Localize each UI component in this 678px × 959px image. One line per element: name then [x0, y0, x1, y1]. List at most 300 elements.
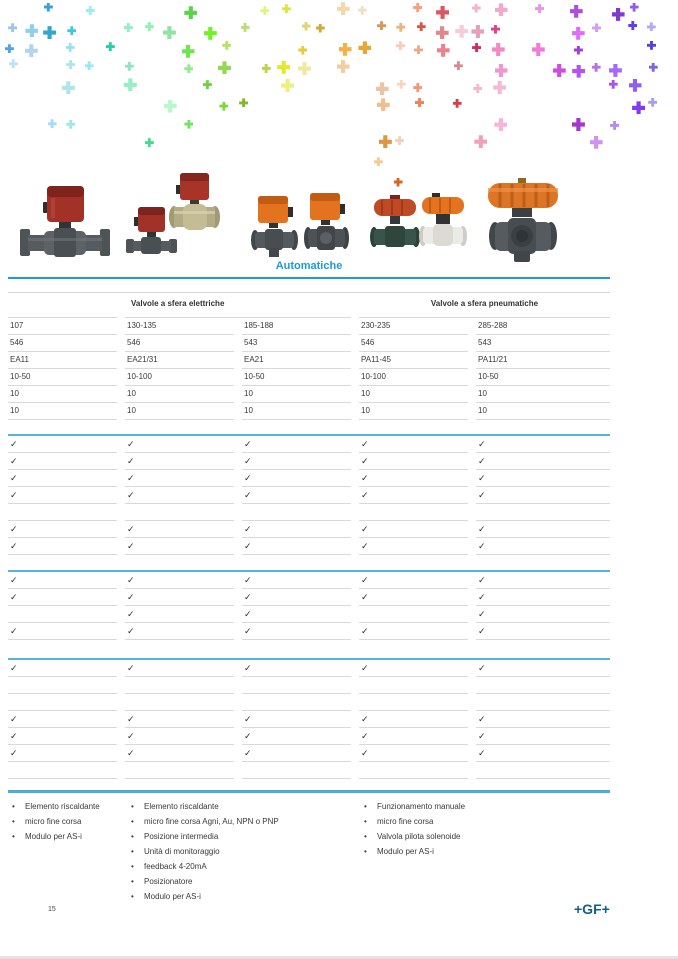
footnotes: [8, 799, 610, 904]
check-cell: ✓: [8, 728, 117, 745]
check-cell: ✓: [125, 521, 234, 538]
check-cell: ✓: [242, 470, 351, 487]
plus-decor-icon: [572, 118, 585, 131]
table-row: [8, 352, 610, 369]
footnote-item: [360, 814, 610, 829]
product-image-electric-orange-valves: [250, 190, 350, 265]
info-cell: 10-50: [476, 369, 610, 386]
check-cell: ✓: [242, 728, 351, 745]
plus-decor-icon: [436, 6, 449, 19]
plus-decor-icon: [574, 46, 583, 55]
bullet-icon: •: [12, 802, 15, 811]
footnote-item: [8, 829, 127, 844]
empty-cell: [359, 694, 468, 711]
plus-decor-icon: [648, 98, 657, 107]
check-cell: ✓: [359, 538, 468, 555]
plus-decor-icon: [395, 136, 404, 145]
empty-cell: [359, 504, 468, 521]
empty-cell: [476, 504, 610, 521]
check-cell: ✓: [359, 728, 468, 745]
check-cell: ✓: [359, 470, 468, 487]
plus-decor-icon: [436, 26, 449, 39]
empty-cell: [242, 762, 351, 779]
plus-decor-icon: [572, 65, 585, 78]
check-cell: ✓: [359, 660, 468, 677]
footnote-column: [360, 799, 610, 904]
check-cell: ✓: [359, 623, 468, 640]
check-cell: ✓: [242, 606, 351, 623]
plus-decor-icon: [647, 22, 656, 31]
footnote-text: feedback 4-20mA: [144, 862, 207, 871]
check-cell: ✓: [242, 572, 351, 589]
footnotes-rule: [8, 790, 610, 904]
check-cell: ✓: [242, 589, 351, 606]
info-cell: 10: [125, 403, 234, 420]
plus-decor-icon: [553, 64, 566, 77]
check-cell: ✓: [8, 538, 117, 555]
check-cell: ✓: [476, 728, 610, 745]
info-cell: 185-188: [242, 318, 351, 335]
plus-decor-icon: [474, 135, 487, 148]
check-cell: ✓: [8, 660, 117, 677]
check-cell: ✓: [476, 606, 610, 623]
info-cell: 546: [359, 335, 468, 352]
plus-decor-icon: [67, 26, 76, 35]
info-cell: EA21/31: [125, 352, 234, 369]
footnote-item: [127, 874, 360, 889]
plus-decor-icon: [592, 63, 601, 72]
plus-decor-icon: [8, 23, 17, 32]
table-row: [8, 386, 610, 403]
check-cell: ✓: [125, 606, 234, 623]
plus-decor-icon: [218, 61, 231, 74]
empty-cell: [476, 677, 610, 694]
plus-decor-icon: [358, 41, 371, 54]
check-cell: ✓: [8, 572, 117, 589]
check-cell: ✓: [8, 470, 117, 487]
check-cell: ✓: [476, 487, 610, 504]
table-row: [8, 711, 610, 728]
footnote-item: [127, 844, 360, 859]
check-cell: ✓: [242, 436, 351, 453]
plus-decor-icon: [609, 80, 618, 89]
check-cell: ✓: [359, 711, 468, 728]
table-row: [8, 436, 610, 453]
plus-decor-icon: [532, 43, 545, 56]
plus-decor-icon: [66, 43, 75, 52]
table-row: [8, 623, 610, 640]
plus-decor-icon: [629, 79, 642, 92]
footnote-item: [360, 829, 610, 844]
table-row: [8, 521, 610, 538]
plus-decor-icon: [62, 81, 75, 94]
page-number: 15: [48, 906, 56, 913]
check-cell: ✓: [359, 745, 468, 762]
plus-decor-icon: [106, 42, 115, 51]
plus-decor-icon: [281, 79, 294, 92]
product-image-pneumatic-3way-valve: [478, 178, 570, 266]
table-row: [8, 745, 610, 762]
plus-decor-icon: [397, 80, 406, 89]
info-rows: [8, 318, 610, 420]
check-cell: ✓: [8, 521, 117, 538]
check-cell: ✓: [8, 711, 117, 728]
check-cell: ✓: [476, 572, 610, 589]
plus-decor-icon: [339, 43, 352, 56]
check-cell: ✓: [242, 745, 351, 762]
plus-decor-icon: [472, 4, 481, 13]
table-row: [8, 318, 610, 335]
plus-decor-icon: [647, 41, 656, 50]
plus-decor-icon: [413, 83, 422, 92]
check-cell: ✓: [242, 453, 351, 470]
plus-decor-icon: [66, 60, 75, 69]
footnote-text: Modulo per AS-i: [144, 892, 201, 901]
info-cell: 546: [125, 335, 234, 352]
empty-cell: [8, 694, 117, 711]
plus-decor-icon: [453, 99, 462, 108]
check-cell: ✓: [125, 589, 234, 606]
plus-decor-icon: [262, 64, 271, 73]
empty-cell: [476, 762, 610, 779]
plus-decor-icon: [298, 46, 307, 55]
plus-decor-icon: [415, 98, 424, 107]
check-cell: ✓: [125, 436, 234, 453]
plus-decor-icon: [396, 41, 405, 50]
group-header-spacer: [8, 293, 117, 318]
empty-cell: [8, 762, 117, 779]
plus-decor-icon: [495, 64, 508, 77]
group-header-electric: Valvole a sfera elettriche: [125, 293, 351, 318]
plus-decor-icon: [260, 6, 269, 15]
plus-decor-icon: [5, 44, 14, 53]
check-section: [8, 434, 610, 555]
empty-cell: [125, 694, 234, 711]
plus-decor-icon: [239, 98, 248, 107]
table-row: [8, 504, 610, 521]
check-cell: ✓: [125, 453, 234, 470]
plus-decor-icon: [493, 81, 506, 94]
check-cell: ✓: [476, 623, 610, 640]
plus-decor-icon: [437, 44, 450, 57]
check-cell: ✓: [242, 538, 351, 555]
plus-decor-icon: [9, 59, 18, 68]
check-cell: ✓: [476, 521, 610, 538]
check-cell: ✓: [476, 436, 610, 453]
group-header-row: [8, 293, 610, 318]
plus-decor-icon: [164, 100, 177, 113]
plus-decor-icon: [471, 25, 484, 38]
info-cell: 10: [476, 386, 610, 403]
plus-decor-icon: [337, 2, 350, 15]
empty-cell: [242, 677, 351, 694]
footnote-text: micro fine corsa Agni, Au, NPN o PNP: [144, 817, 279, 826]
check-cell: ✓: [125, 728, 234, 745]
plus-decor-icon: [25, 44, 38, 57]
empty-cell: [359, 762, 468, 779]
footnote-item: [360, 844, 610, 859]
bullet-icon: •: [364, 847, 367, 856]
plus-decor-icon: [590, 136, 603, 149]
plus-decor-icon: [396, 23, 405, 32]
plus-decor-icon: [163, 26, 176, 39]
plus-decor-icon: [184, 6, 197, 19]
check-cell: ✓: [476, 538, 610, 555]
plus-decor-icon: [25, 24, 38, 37]
empty-cell: [8, 677, 117, 694]
plus-decor-icon: [414, 45, 423, 54]
info-cell: 10-100: [359, 369, 468, 386]
plus-decor-icon: [44, 3, 53, 12]
footnote-item: [8, 799, 127, 814]
product-images-strip: [0, 163, 678, 263]
plus-decor-icon: [203, 80, 212, 89]
table-row: [8, 369, 610, 386]
check-cell: ✓: [125, 711, 234, 728]
check-cell: ✓: [242, 711, 351, 728]
check-cell: ✓: [125, 623, 234, 640]
info-cell: 107: [8, 318, 117, 335]
plus-decor-icon: [413, 3, 422, 12]
footnote-item: [127, 859, 360, 874]
bullet-icon: •: [364, 832, 367, 841]
plus-decor-icon: [219, 102, 228, 111]
bullet-icon: •: [12, 817, 15, 826]
info-cell: 546: [8, 335, 117, 352]
plus-decor-icon: [337, 60, 350, 73]
info-cell: 543: [242, 335, 351, 352]
empty-cell: [242, 504, 351, 521]
gf-logo: +GF+: [574, 901, 610, 917]
bullet-icon: •: [364, 802, 367, 811]
check-cell: ✓: [476, 711, 610, 728]
plus-decor-icon: [282, 4, 291, 13]
table-row: [8, 677, 610, 694]
info-cell: PA11-45: [359, 352, 468, 369]
table-row: [8, 538, 610, 555]
plus-decor-icon: [454, 61, 463, 70]
info-cell: EA21: [242, 352, 351, 369]
check-cell: ✓: [8, 623, 117, 640]
plus-decor-icon: [222, 41, 231, 50]
check-cell: ✓: [125, 660, 234, 677]
bullet-icon: •: [12, 832, 15, 841]
info-cell: 10: [242, 403, 351, 420]
footnote-item: [127, 889, 360, 904]
table-row: [8, 694, 610, 711]
plus-decor-icon: [492, 43, 505, 56]
bullet-icon: •: [131, 892, 134, 901]
check-cell: ✓: [359, 521, 468, 538]
plus-decor-icon: [277, 61, 290, 74]
info-cell: 10: [359, 403, 468, 420]
footnote-text: Valvola pilota solenoide: [377, 832, 461, 841]
info-cell: 10: [242, 386, 351, 403]
footnote-text: micro fine corsa: [25, 817, 82, 826]
plus-decor-icon: [182, 45, 195, 58]
info-cell: 130-135: [125, 318, 234, 335]
empty-cell: [8, 606, 117, 623]
table-row: [8, 487, 610, 504]
plus-decor-icon: [316, 24, 325, 33]
info-cell: 10: [125, 386, 234, 403]
footnote-text: micro fine corsa: [377, 817, 434, 826]
plus-decor-icon: [494, 118, 507, 131]
footnote-text: Modulo per AS-i: [377, 847, 434, 856]
product-image-electric-flanged-valve: [14, 182, 114, 264]
plus-decor-icon: [66, 120, 75, 129]
check-cell: ✓: [125, 538, 234, 555]
plus-decor-icon: [43, 26, 56, 39]
empty-cell: [476, 694, 610, 711]
plus-decor-icon: [572, 27, 585, 40]
plus-decor-icon: [376, 82, 389, 95]
table-row: [8, 572, 610, 589]
table-row: [8, 762, 610, 779]
plus-decor-icon: [455, 25, 468, 38]
check-cell: ✓: [242, 487, 351, 504]
empty-cell: [125, 504, 234, 521]
empty-cell: [8, 504, 117, 521]
table-row: [8, 589, 610, 606]
info-cell: 10: [359, 386, 468, 403]
plus-decor-icon: [610, 121, 619, 130]
empty-cell: [242, 694, 351, 711]
bullet-icon: •: [131, 847, 134, 856]
check-cell: ✓: [359, 436, 468, 453]
bullet-icon: •: [131, 817, 134, 826]
check-cell: ✓: [359, 453, 468, 470]
check-cell: ✓: [476, 589, 610, 606]
info-cell: 285-288: [476, 318, 610, 335]
check-cell: ✓: [8, 487, 117, 504]
table-row: [8, 470, 610, 487]
info-cell: 10: [476, 403, 610, 420]
info-cell: 543: [476, 335, 610, 352]
check-cell: ✓: [476, 453, 610, 470]
table-row: [8, 606, 610, 623]
footnote-item: [127, 799, 360, 814]
plus-decor-icon: [377, 98, 390, 111]
check-cell: ✓: [242, 521, 351, 538]
product-image-pneumatic-valves: [370, 193, 470, 263]
footnote-item: [360, 799, 610, 814]
plus-decor-icon: [612, 8, 625, 21]
plus-decor-icon: [535, 4, 544, 13]
section-title: Automatiche: [8, 260, 610, 279]
plus-decor-icon: [124, 78, 137, 91]
footnote-item: [127, 829, 360, 844]
check-section: [8, 570, 610, 640]
info-cell: 10-100: [125, 369, 234, 386]
plus-decor-icon: [377, 21, 386, 30]
info-cell: PA11/21: [476, 352, 610, 369]
plus-decor-icon: [48, 119, 57, 128]
check-cell: ✓: [359, 589, 468, 606]
plus-decor-icon: [145, 22, 154, 31]
plus-decor-icon: [570, 5, 583, 18]
bullet-icon: •: [364, 817, 367, 826]
table-row: [8, 728, 610, 745]
check-cell: ✓: [242, 660, 351, 677]
plus-decor-icon: [241, 23, 250, 32]
plus-decor-icon: [630, 3, 639, 12]
plus-decor-icon: [379, 135, 392, 148]
plus-decor-icon: [125, 62, 134, 71]
plus-decor-icon: [417, 22, 426, 31]
check-cell: ✓: [359, 572, 468, 589]
table-row: [8, 660, 610, 677]
plus-decor-icon: [302, 22, 311, 31]
info-cell: 10: [8, 386, 117, 403]
plus-decor-icon: [495, 3, 508, 16]
info-cell: 10: [8, 403, 117, 420]
info-cell: EA11: [8, 352, 117, 369]
footnote-text: Funzionamento manuale: [377, 802, 466, 811]
plus-decor-icon: [358, 6, 367, 15]
check-cell: ✓: [125, 470, 234, 487]
table-row: [8, 335, 610, 352]
info-cell: 10-50: [242, 369, 351, 386]
plus-decor-icon: [491, 25, 500, 34]
plus-decor-icon: [124, 23, 133, 32]
check-cell: ✓: [359, 487, 468, 504]
check-sections: [8, 434, 610, 779]
plus-decor-icon: [632, 101, 645, 114]
plus-decor-icon: [472, 43, 481, 52]
check-cell: ✓: [476, 745, 610, 762]
empty-cell: [125, 762, 234, 779]
footnote-column: [127, 799, 360, 904]
footnote-text: Elemento riscaldante: [144, 802, 219, 811]
bullet-icon: •: [131, 832, 134, 841]
check-cell: ✓: [125, 572, 234, 589]
footnote-item: [8, 814, 127, 829]
footnote-text: Posizione intermedia: [144, 832, 219, 841]
plus-decor-icon: [145, 138, 154, 147]
check-cell: ✓: [8, 436, 117, 453]
plus-decor-icon: [628, 21, 637, 30]
check-cell: ✓: [8, 453, 117, 470]
empty-cell: [359, 606, 468, 623]
footnote-text: Unità di monitoraggio: [144, 847, 220, 856]
empty-cell: [125, 677, 234, 694]
check-cell: ✓: [242, 623, 351, 640]
footnote-text: Posizionatore: [144, 877, 193, 886]
plus-decor-icon: [86, 6, 95, 15]
check-section: [8, 658, 610, 779]
info-cell: 10-50: [8, 369, 117, 386]
data-sheet: [8, 260, 610, 904]
plus-decor-icon: [184, 64, 193, 73]
plus-decor-icon: [609, 64, 622, 77]
group-header-pneumatic: Valvole a sfera pneumatiche: [359, 293, 610, 318]
footnote-column: [8, 799, 127, 904]
table-row: [8, 453, 610, 470]
bullet-icon: •: [131, 802, 134, 811]
footnote-item: [127, 814, 360, 829]
plus-decor-icon: [85, 61, 94, 70]
check-cell: ✓: [125, 745, 234, 762]
plus-decor-icon: [184, 120, 193, 129]
plus-decor-icon: [204, 27, 217, 40]
plus-decor-icon: [649, 63, 658, 72]
check-cell: ✓: [476, 470, 610, 487]
check-cell: ✓: [8, 589, 117, 606]
bullet-icon: •: [131, 877, 134, 886]
check-cell: ✓: [8, 745, 117, 762]
plus-decor-icon: [298, 62, 311, 75]
